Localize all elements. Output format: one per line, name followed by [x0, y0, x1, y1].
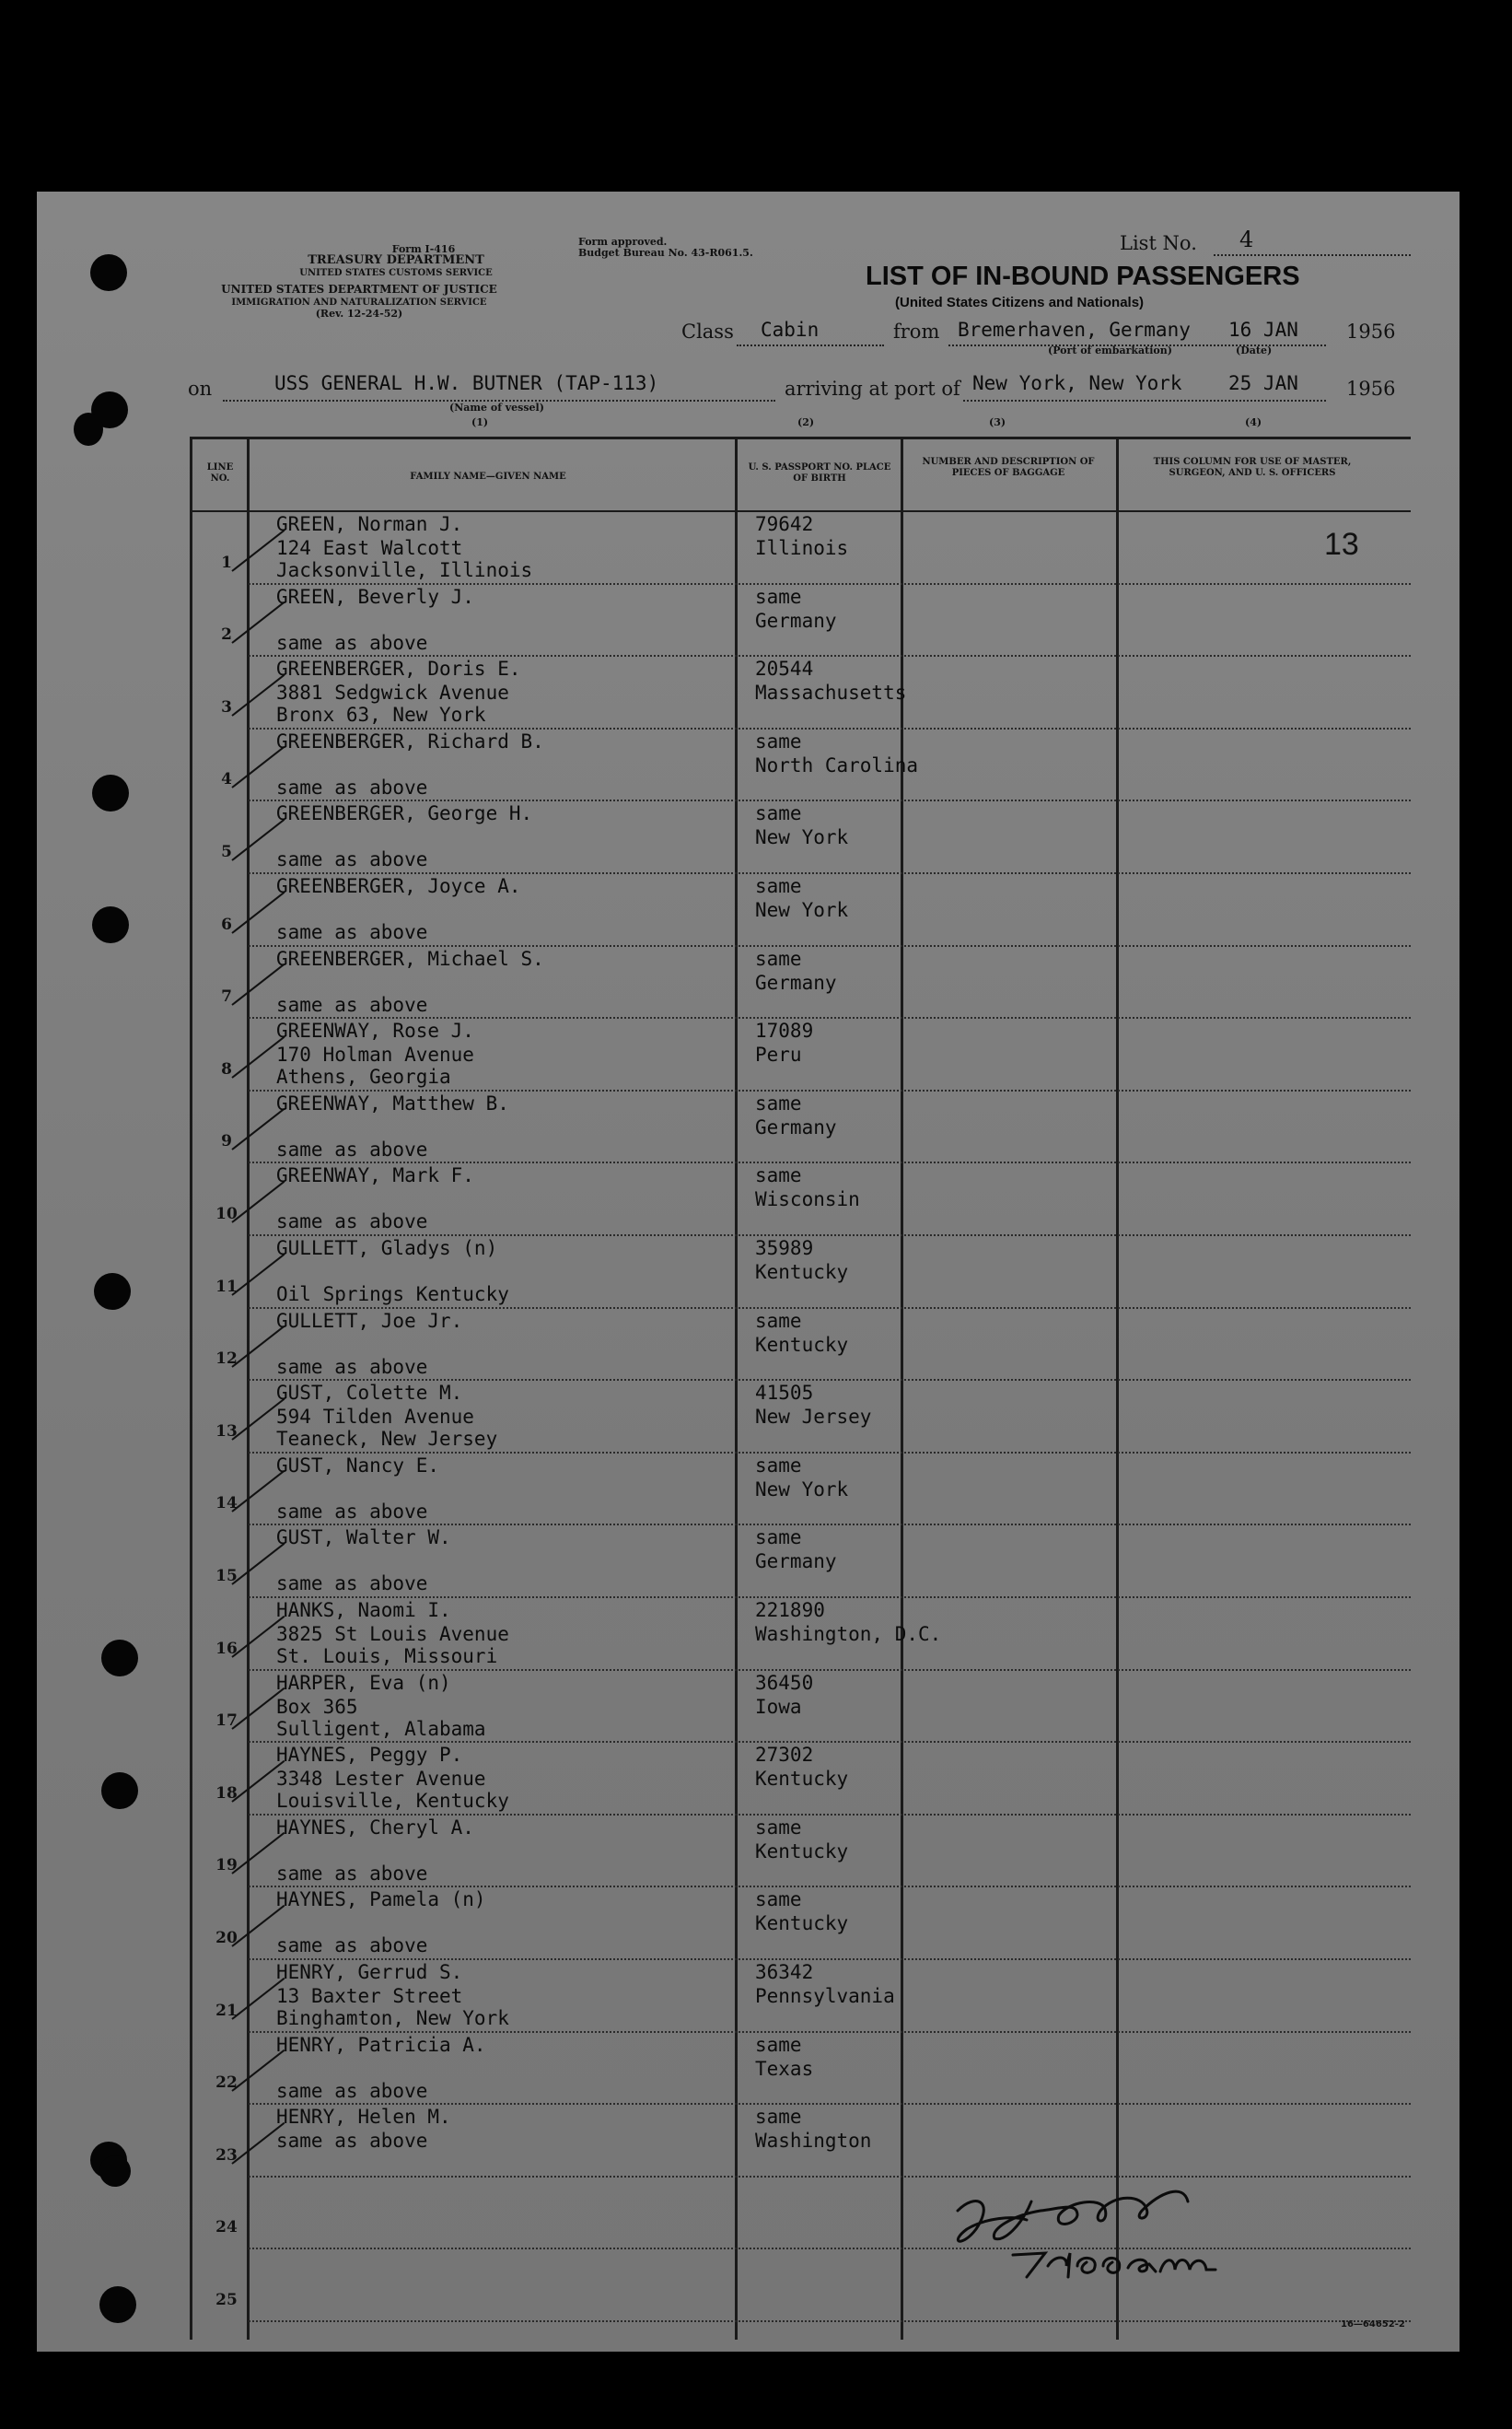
place-of-birth: New Jersey — [755, 1406, 872, 1429]
line-number: 22 — [215, 2073, 238, 2093]
passenger-name: GREENWAY, Rose J. — [276, 1020, 474, 1043]
row-divider — [249, 2320, 1411, 2322]
passenger-name: GREENWAY, Mark F. — [276, 1164, 474, 1187]
punch-hole — [99, 2286, 136, 2323]
address-line-1: 3825 St Louis Avenue — [276, 1623, 509, 1645]
place-of-birth: Germany — [755, 971, 837, 994]
place-of-birth: Washington, D.C. — [755, 1623, 942, 1645]
place-of-birth: Illinois — [755, 537, 849, 559]
punch-hole — [90, 254, 127, 291]
list-no-value: 4 — [1239, 227, 1254, 252]
passport-number: same — [755, 2033, 802, 2056]
line-number: 5 — [221, 843, 232, 861]
year-1: 1956 — [1346, 321, 1396, 343]
arrival-date: 25 JAN — [1228, 372, 1298, 394]
place-of-birth: Peru — [755, 1044, 802, 1067]
punch-hole — [94, 1273, 131, 1310]
address-line-2: same as above — [276, 631, 428, 654]
place-of-birth: Massachusetts — [755, 682, 907, 705]
passport-number: same — [755, 947, 802, 970]
passenger-name: GREENBERGER, George H. — [276, 802, 533, 825]
punch-hole — [92, 775, 129, 812]
address-line-1: 594 Tilden Avenue — [276, 1406, 474, 1429]
list-no-label: List No. — [1120, 232, 1197, 254]
line-number: 23 — [215, 2145, 238, 2165]
passenger-name: HARPER, Eva (n) — [276, 1671, 451, 1694]
place-of-birth: Kentucky — [755, 1333, 849, 1356]
address-line-1: Box 365 — [276, 1695, 358, 1718]
col-divider-2 — [735, 437, 738, 2340]
justice-department: UNITED STATES DEPARTMENT OF JUSTICE — [221, 283, 497, 296]
punch-hole — [101, 1772, 138, 1809]
address-line-2: same as above — [276, 993, 428, 1016]
line-number: 16 — [215, 1639, 238, 1658]
passenger-name: GREEN, Beverly J. — [276, 585, 474, 608]
place-of-birth: North Carolina — [755, 753, 919, 777]
address-line-1: same as above — [276, 2130, 428, 2153]
place-of-birth: New York — [755, 826, 849, 849]
punch-hole — [74, 413, 103, 446]
col-header-baggage: NUMBER AND DESCRIPTION OF PIECES OF BAGGAGE — [922, 457, 1095, 478]
place-of-birth: Kentucky — [755, 1768, 849, 1791]
address-line-2: Binghamton, New York — [276, 2007, 509, 2029]
col-divider-1 — [247, 437, 250, 2340]
line-number: 2 — [221, 625, 232, 645]
address-line-2: Athens, Georgia — [276, 1066, 451, 1089]
passport-number: same — [755, 585, 802, 608]
passport-number: 221890 — [755, 1599, 825, 1621]
passport-number: same — [755, 1164, 802, 1187]
address-line-2: same as above — [276, 1210, 428, 1233]
col-header-line-no: LINE NO. — [206, 462, 234, 484]
passport-number: same — [755, 1454, 802, 1477]
address-line-1: 3881 Sedgwick Avenue — [276, 682, 509, 705]
line-number: 17 — [215, 1711, 238, 1731]
passenger-name: HAYNES, Pamela (n) — [276, 1888, 486, 1911]
place-of-birth: Germany — [755, 609, 837, 632]
place-of-birth: Washington — [755, 2130, 872, 2153]
passenger-name: GULLETT, Joe Jr. — [276, 1309, 463, 1332]
page-title: LIST OF IN-BOUND PASSENGERS — [866, 262, 1300, 291]
address-line-2: Teaneck, New Jersey — [276, 1428, 498, 1451]
port-caption: (Port of embarkation) — [1048, 344, 1172, 356]
line-number: 25 — [215, 2291, 238, 2309]
line-number: 13 — [215, 1421, 238, 1441]
line-number: 10 — [215, 1205, 238, 1223]
place-of-birth: Iowa — [755, 1695, 802, 1718]
vessel-caption: (Name of vessel) — [449, 402, 544, 414]
ins-service: IMMIGRATION AND NATURALIZATION SERVICE — [231, 298, 487, 308]
passport-number: same — [755, 1888, 802, 1911]
line-number: 19 — [215, 1856, 238, 1875]
passenger-name: HANKS, Naomi I. — [276, 1599, 451, 1621]
line-number: 21 — [215, 2001, 238, 2020]
passport-number: same — [755, 1092, 802, 1115]
place-of-birth: Texas — [755, 2057, 814, 2080]
customs-service: UNITED STATES CUSTOMS SERVICE — [299, 268, 493, 278]
passport-number: same — [755, 730, 802, 753]
line-number: 24 — [215, 2218, 238, 2237]
line-number: 4 — [221, 770, 232, 789]
year-2: 1956 — [1346, 378, 1396, 400]
address-line-2: same as above — [276, 848, 428, 871]
treasury-department: TREASURY DEPARTMENT — [308, 253, 484, 267]
passenger-name: GULLETT, Gladys (n) — [276, 1237, 498, 1259]
form-approved: Form approved. — [578, 236, 668, 248]
officer-signature — [939, 2174, 1243, 2284]
line-number: 3 — [221, 697, 232, 717]
place-of-birth: Kentucky — [755, 1839, 849, 1863]
passenger-name: GREENWAY, Matthew B. — [276, 1092, 509, 1115]
embarkation-date: 16 JAN — [1228, 319, 1298, 341]
col-divider-3 — [901, 437, 903, 2340]
line-number: 7 — [221, 987, 232, 1007]
address-line-2: same as above — [276, 1934, 428, 1957]
passenger-name: GREENBERGER, Michael S. — [276, 947, 544, 970]
line-number: 1 — [221, 553, 232, 572]
passport-number: 36450 — [755, 1671, 814, 1694]
passport-number: same — [755, 2106, 802, 2129]
passenger-name: HENRY, Gerrud S. — [276, 1961, 463, 1983]
col-caption-4: (4) — [1245, 416, 1262, 428]
officer-mark: 13 — [1324, 527, 1359, 562]
address-line-2: St. Louis, Missouri — [276, 1645, 498, 1667]
passport-number: same — [755, 1526, 802, 1549]
passenger-name: HAYNES, Cheryl A. — [276, 1816, 474, 1839]
address-line-2: same as above — [276, 2079, 428, 2102]
passenger-name: GREENBERGER, Doris E. — [276, 658, 521, 681]
line-number: 11 — [215, 1277, 238, 1296]
passport-number: 41505 — [755, 1382, 814, 1405]
place-of-birth: Pennsylvania — [755, 1985, 895, 2007]
address-line-2: same as above — [276, 776, 428, 799]
passenger-name: GREEN, Norman J. — [276, 513, 463, 535]
address-line-1: 3348 Lester Avenue — [276, 1768, 486, 1791]
col-caption-3: (3) — [989, 416, 1006, 428]
passenger-name: GUST, Walter W. — [276, 1526, 451, 1549]
address-line-1: 13 Baxter Street — [276, 1985, 463, 2007]
passenger-name: HAYNES, Peggy P. — [276, 1744, 463, 1767]
punch-hole — [101, 1640, 138, 1676]
class-value: Cabin — [761, 319, 820, 341]
line-number: 6 — [221, 915, 232, 934]
form-number: Form I-416 — [391, 243, 456, 255]
address-line-2: Oil Springs Kentucky — [276, 1283, 509, 1305]
table-top-rule — [190, 437, 1411, 439]
passenger-name: GREENBERGER, Joyce A. — [276, 875, 521, 897]
from-label: from — [893, 321, 940, 343]
revision: (Rev. 12-24-52) — [315, 308, 403, 320]
address-line-2: Bronx 63, New York — [276, 704, 486, 727]
place-of-birth: Kentucky — [755, 1261, 849, 1283]
address-line-2: Jacksonville, Illinois — [276, 559, 533, 581]
place-of-birth: Wisconsin — [755, 1188, 860, 1211]
class-label: Class — [681, 321, 734, 343]
place-of-birth: New York — [755, 1477, 849, 1501]
vessel-name: USS GENERAL H.W. BUTNER (TAP-113) — [274, 372, 659, 394]
line-number: 14 — [215, 1494, 238, 1513]
date-caption: (Date) — [1236, 344, 1273, 356]
passenger-name: GUST, Nancy E. — [276, 1454, 440, 1477]
budget-bureau: Budget Bureau No. 43-R061.5. — [578, 247, 753, 259]
arrival-port: New York, New York — [972, 372, 1182, 394]
col-caption-1: (1) — [471, 416, 489, 428]
footer-code: 16—64652-2 — [1341, 2319, 1405, 2330]
line-number: 9 — [221, 1132, 232, 1151]
punch-hole — [99, 2155, 131, 2187]
place-of-birth: Kentucky — [755, 1912, 849, 1935]
passenger-name: HENRY, Helen M. — [276, 2106, 451, 2129]
line-number: 8 — [221, 1059, 232, 1079]
address-line-2: Sulligent, Alabama — [276, 1717, 486, 1740]
address-line-2: same as above — [276, 1355, 428, 1378]
passport-number: 35989 — [755, 1237, 814, 1259]
on-label: on — [188, 378, 213, 400]
place-of-birth: New York — [755, 899, 849, 921]
col-header-passport: U. S. PASSPORT NO. PLACE OF BIRTH — [748, 462, 891, 484]
col-header-name: FAMILY NAME—GIVEN NAME — [410, 472, 566, 482]
address-line-2: same as above — [276, 1862, 428, 1885]
class-line — [737, 344, 884, 346]
passport-number: 17089 — [755, 1020, 814, 1043]
line-number: 20 — [215, 1929, 238, 1947]
passport-number: same — [755, 802, 802, 825]
passport-number: same — [755, 875, 802, 897]
port-of-embarkation: Bremerhaven, Germany — [958, 319, 1191, 341]
address-line-1: 170 Holman Avenue — [276, 1044, 474, 1067]
col-header-officers: THIS COLUMN FOR USE OF MASTER, SURGEON, AND U. S. OFFICERS — [1153, 457, 1352, 478]
passenger-name: GREENBERGER, Richard B. — [276, 730, 544, 753]
passenger-name: GUST, Colette M. — [276, 1382, 463, 1405]
passport-number: same — [755, 1816, 802, 1839]
passport-number: 36342 — [755, 1961, 814, 1983]
punch-hole — [92, 906, 129, 943]
passport-number: same — [755, 1309, 802, 1332]
list-no-line — [1214, 254, 1411, 256]
address-line-2: same as above — [276, 1572, 428, 1595]
page-subtitle: (United States Citizens and Nationals) — [895, 295, 1145, 310]
arriving-label: arriving at port of — [785, 378, 960, 400]
line-number: 15 — [215, 1567, 238, 1585]
address-line-2: same as above — [276, 921, 428, 943]
place-of-birth: Germany — [755, 1550, 837, 1573]
place-of-birth: Germany — [755, 1115, 837, 1139]
manifest-sheet — [37, 192, 1460, 2352]
col-divider-4 — [1116, 437, 1119, 2340]
line-number: 18 — [215, 1783, 238, 1803]
address-line-2: same as above — [276, 1500, 428, 1523]
arrival-line — [963, 400, 1326, 402]
passport-number: 27302 — [755, 1744, 814, 1767]
address-line-2: Louisville, Kentucky — [276, 1790, 509, 1813]
address-line-1: 124 East Walcott — [276, 537, 463, 559]
table-left-border — [190, 437, 192, 2340]
passport-number: 79642 — [755, 513, 814, 535]
line-number: 12 — [215, 1349, 238, 1369]
address-line-2: same as above — [276, 1138, 428, 1161]
col-caption-2: (2) — [797, 416, 815, 428]
passenger-name: HENRY, Patricia A. — [276, 2033, 486, 2056]
passport-number: 20544 — [755, 658, 814, 681]
